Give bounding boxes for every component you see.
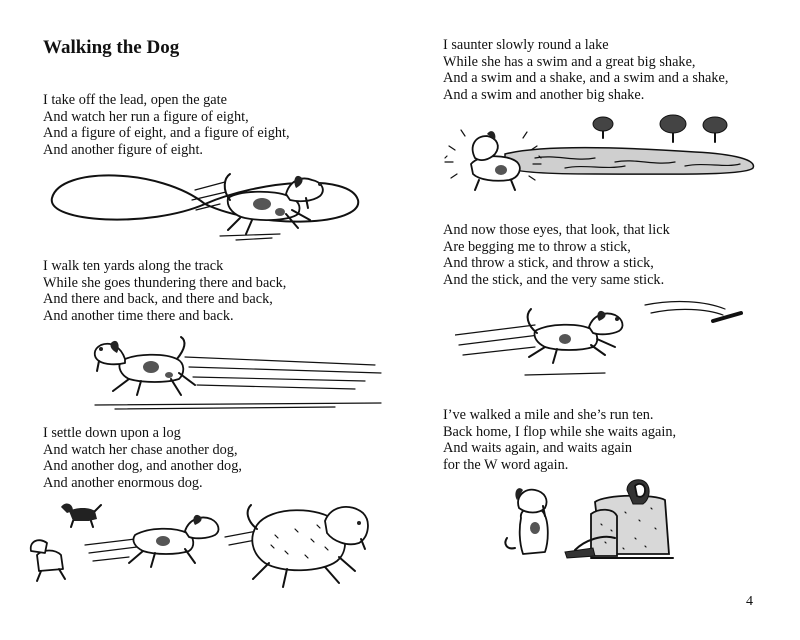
lake-shake-dog-illustration	[435, 110, 765, 195]
stanza-1	[43, 92, 290, 158]
stanza-line: Are begging me to throw a stick,	[443, 238, 631, 255]
figure-eight-dog-illustration	[40, 168, 370, 248]
stanza-line: While she goes thundering there and back,	[43, 274, 287, 291]
stanza-line: And another enormous dog.	[43, 474, 203, 491]
stanza-line: I’ve walked a mile and she’s run ten.	[443, 407, 654, 423]
running-dog-illustration	[85, 333, 385, 413]
poem-title: Walking the Dog	[43, 37, 180, 58]
stanza-line: And the stick, and the very same stick.	[443, 271, 665, 288]
page-number: 4	[746, 594, 753, 609]
stanza-line: I saunter slowly round a lake	[443, 37, 609, 53]
stanza-line: for the W word again.	[443, 456, 569, 473]
stanza-2	[43, 258, 286, 324]
stanza-line: While she has a swim and a great big shake,	[443, 53, 696, 70]
stanza-3	[43, 425, 242, 491]
stanza-line: And a swim and another big shake.	[443, 86, 645, 103]
stanza-line: And there and back, and there and back,	[43, 291, 273, 308]
stick-chase-dog-illustration	[455, 295, 755, 385]
stanza-5	[443, 222, 670, 288]
stanza-6	[443, 407, 676, 473]
stanza-4	[443, 37, 728, 103]
tree-group	[593, 115, 727, 142]
stanza-line: I settle down upon a log	[43, 425, 181, 441]
stanza-line: And now those eyes, that look, that lick	[443, 222, 670, 238]
waiting-dog-armchair-illustration	[495, 468, 685, 563]
stanza-line: And another time there and back.	[43, 307, 234, 324]
stanza-line: And a figure of eight, and a figure of eight,	[43, 125, 290, 142]
stanza-line: I walk ten yards along the track	[43, 258, 224, 274]
stanza-line: And throw a stick, and throw a stick,	[443, 255, 654, 272]
stanza-line: And another figure of eight.	[43, 141, 203, 158]
stanza-line: And watch her chase another dog,	[43, 441, 238, 458]
stanza-line: And another dog, and another dog,	[43, 458, 242, 475]
stanza-line: And a swim and a shake, and a swim and a shake,	[443, 70, 729, 87]
chasing-dogs-illustration	[25, 495, 380, 595]
stanza-line: I take off the lead, open the gate	[43, 92, 227, 108]
stanza-line: And watch her run a figure of eight,	[43, 108, 249, 125]
stanza-line: And waits again, and waits again	[443, 440, 632, 457]
stanza-line: Back home, I flop while she waits again,	[443, 423, 677, 440]
